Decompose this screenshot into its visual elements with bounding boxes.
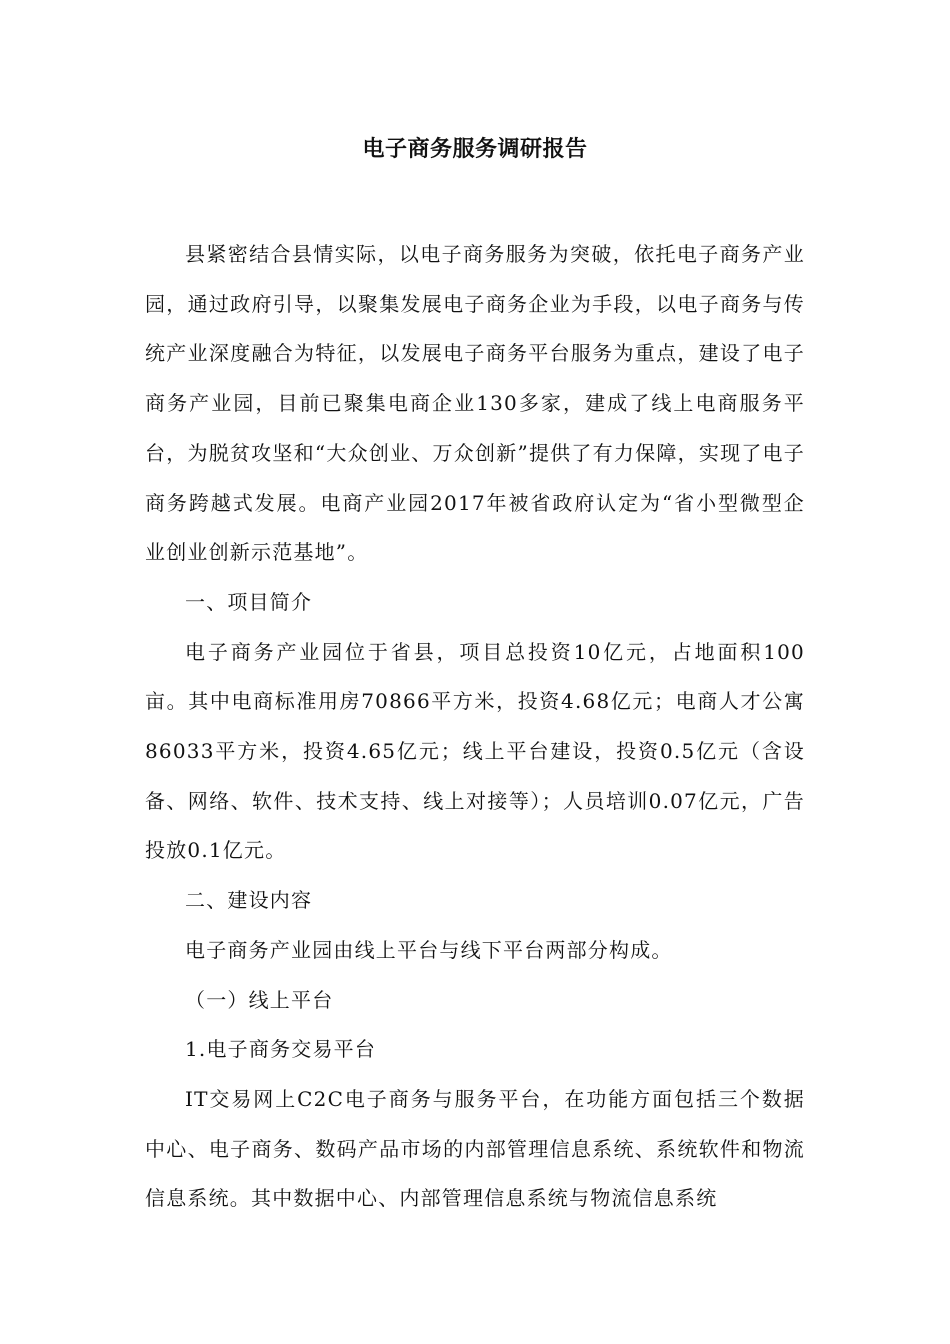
item-heading-trading-platform: 1.电子商务交易平台 [185,1037,377,1062]
subsection-heading-online-platform: （一）线上平台 [185,987,334,1012]
paragraph-project-intro: 电子商务产业园位于省县，项目总投资10亿元，占地面积100亩。其中电商标准用房70866平方米，投资4.68亿元；电商人才公寓86033平方米，投资4.65亿元；线上平台建设，投资0.5亿元（含设备、网络、软件、技术支持、线上对接等）；人员培训0.07亿元，广告投放0.1亿元。 [145,639,805,863]
section-heading-project-intro: 一、项目简介 [185,589,313,614]
paragraph-trading-platform: IT交易网上C2C电子商务与服务平台，在功能方面包括三个数据中心、电子商务、数码产品市场的内部管理信息系统、系统软件和物流信息系统。其中数据中心、内部管理信息系统与物流信息系统 [145,1086,805,1211]
paragraph-intro: 县紧密结合县情实际，以电子商务服务为突破，依托电子商务产业园，通过政府引导，以聚集发展电子商务企业为手段，以电子商务与传统产业深度融合为特征，以发展电子商务平台服务为重点，建设了电子商务产业园，目前已聚集电商企业130多家，建成了线上电商服务平台，为脱贫攻坚和“大众创业、万众创新”提供了有力保障，实现了电子商务跨越式发展。电商产业园2017年被省政府认定为“省小型微型企业创业创新示范基地”。 [145,242,805,565]
document-title: 电子商务服务调研报告 [362,137,588,162]
paragraph-construction: 电子商务产业园由线上平台与线下平台两部分构成。 [185,937,673,962]
document-body [145,230,805,1224]
section-heading-construction: 二、建设内容 [185,888,313,913]
